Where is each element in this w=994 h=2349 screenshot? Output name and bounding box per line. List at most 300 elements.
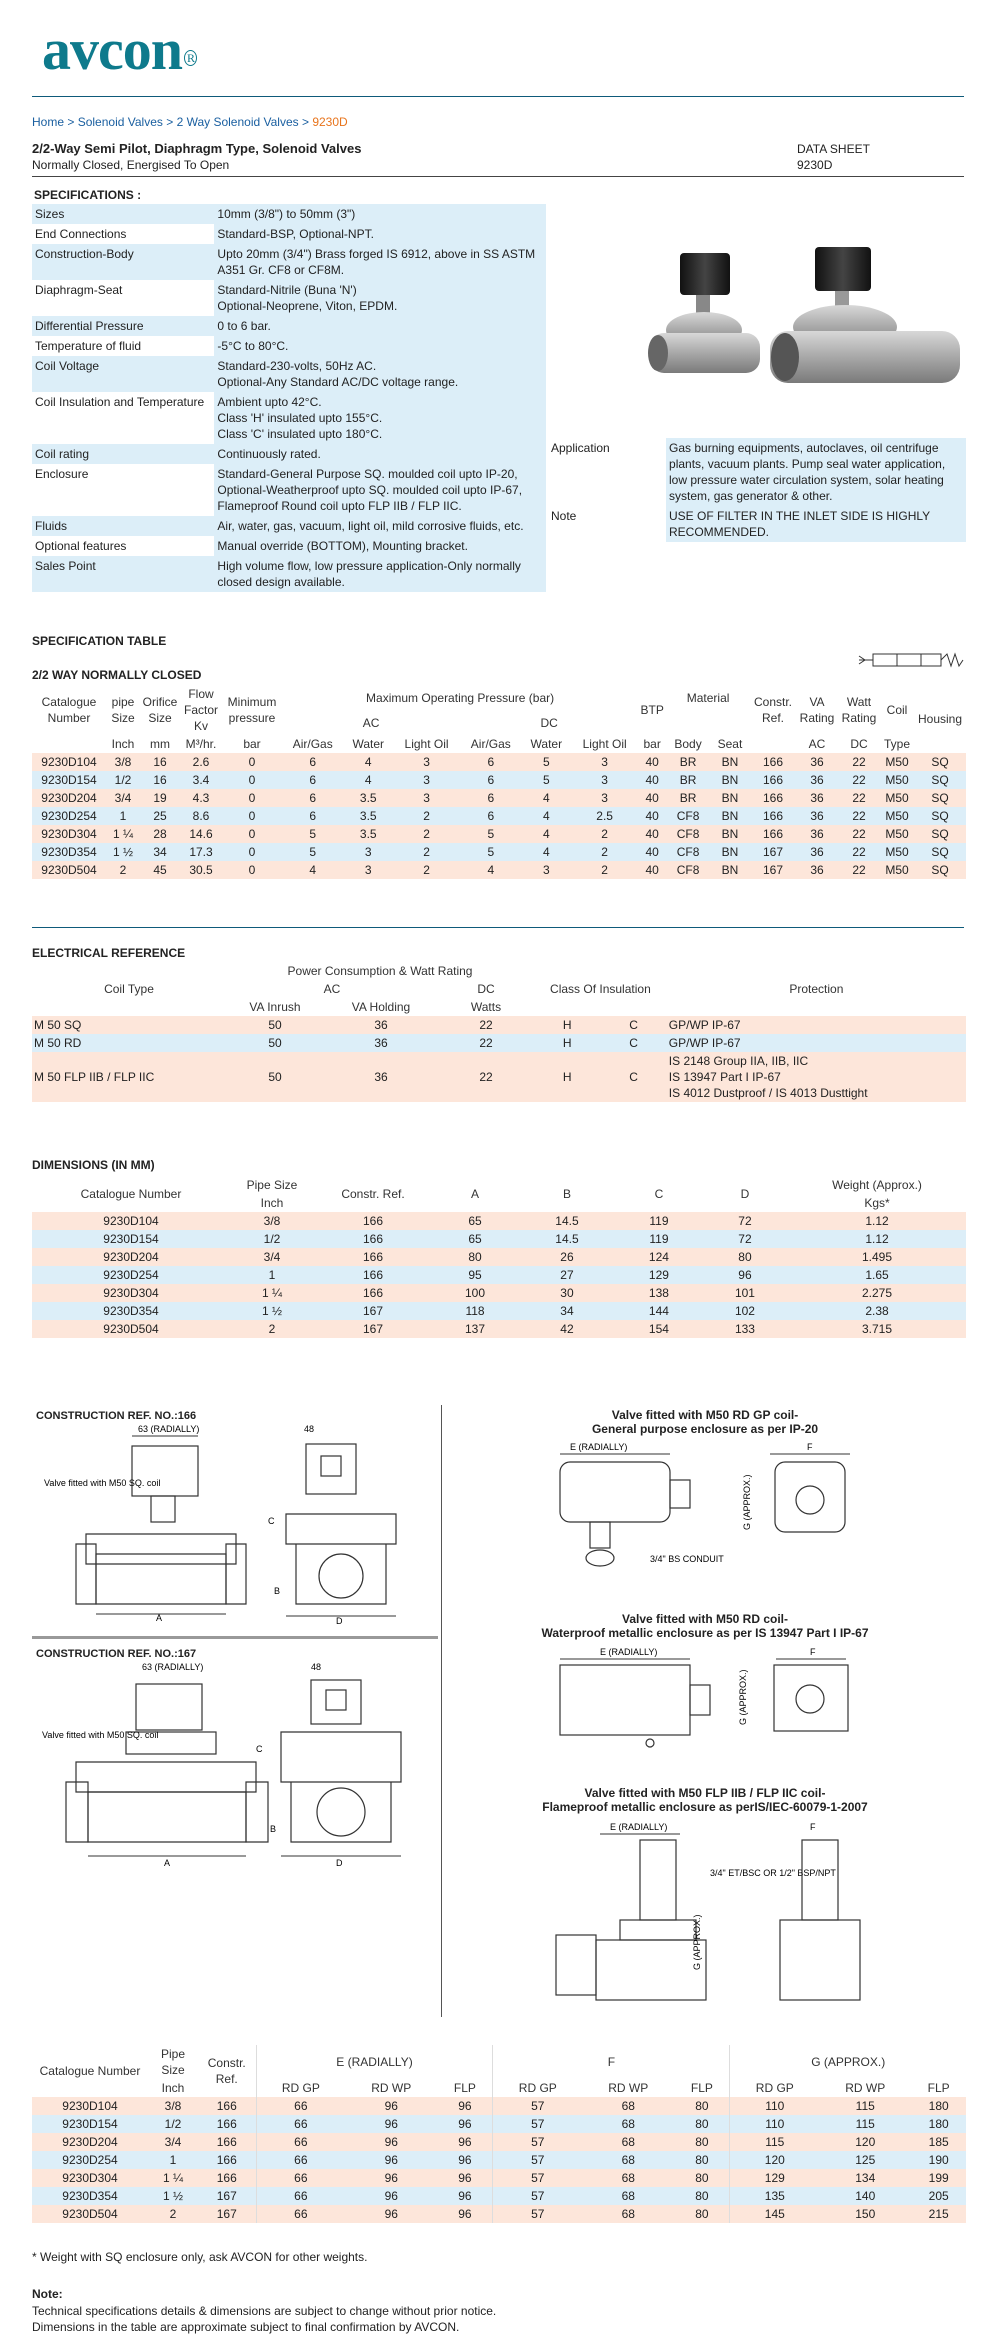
table-cell: 115 xyxy=(819,2097,911,2115)
table-cell: SQ xyxy=(914,771,966,789)
svg-text:G (APPROX.): G (APPROX.) xyxy=(692,1914,702,1970)
table-cell: 2 xyxy=(393,843,460,861)
table-cell: 96 xyxy=(702,1266,788,1284)
table-cell: 80 xyxy=(702,1248,788,1266)
table-cell: 36 xyxy=(796,807,838,825)
table-cell: 166 xyxy=(750,753,796,771)
spec-key: Coil Insulation and Temperature xyxy=(32,392,214,444)
breadcrumb-solenoid-valves[interactable]: Solenoid Valves xyxy=(77,115,163,129)
table-cell: 96 xyxy=(345,2187,437,2205)
table-cell: H xyxy=(534,1016,600,1034)
table-cell: 22 xyxy=(838,789,880,807)
spec-value: Ambient upto 42°C. Class 'H' insulated upto 155°C. Class 'C' insulated upto 180°C. xyxy=(214,392,546,444)
table-cell: 110 xyxy=(730,2115,819,2133)
table-cell: SQ xyxy=(914,753,966,771)
spec-key: Coil Voltage xyxy=(32,356,214,392)
table-cell: 2 xyxy=(571,825,638,843)
gp-coil-caption: Valve fitted with M50 RD GP coil- General purpose enclosure as per IP-20 xyxy=(591,1408,819,1436)
spec-value: Upto 20mm (3/4") Brass forged IS 6912, above in SS ASTM A351 Gr. CF8 or CF8M. xyxy=(214,244,546,280)
table-cell: 68 xyxy=(582,2151,674,2169)
table-cell: 115 xyxy=(730,2133,819,2151)
spec-key: Sales Point xyxy=(32,556,214,592)
svg-text:A: A xyxy=(156,1613,163,1623)
table-cell: 3/8 xyxy=(106,753,140,771)
table-cell: 135 xyxy=(730,2187,819,2205)
table-cell: 138 xyxy=(616,1284,702,1302)
table-row xyxy=(32,1016,966,1034)
drawing-166 xyxy=(36,1424,436,1624)
table-cell: 180 xyxy=(911,2097,966,2115)
specification-table: Catalogue Number pipe Size Orifice Size Flow Factor Kv Minimum pressure Maximum Operating Pressure (bar) BTP Material Constr. Ref. VA Rating Watt Rating Coil Housing AC DC Inch mm M³/hr. bar Air/Gas Water Light Oil Air/Gas Water Light Oil bar Body Seat AC DC Type 9230D104 3/8 16 2.6 0 6 4 3 6 5 3 40 BR BN 166 36 22 M50 SQ 9230D154 1/2 16 3.4 0 6 4 3 6 5 3 40 BR BN 166 36 22 M50 SQ 9230D204 3/4 19 4.3 0 6 3.5 3 6 4 3 40 BR BN 166 36 22 M50 SQ 9230D254 1 25 8.6 0 6 3.5 2 6 4 2.5 40 CF8 BN 166 36 22 M50 SQ 9230D304 1 ¼ 28 14.6 0 5 3.5 2 5 4 2 40 CF8 BN 166 36 22 M50 SQ 9230D354 1 ½ 34 17.3 0 5 3 2 5 4 2 40 CF8 BN 167 36 22 M50 SQ 9230D504 2 45 30.5 0 4 3 2 4 3 2 40 CF8 BN 167 36 22 M50 SQ xyxy=(32,685,966,879)
table-cell: SQ xyxy=(914,843,966,861)
svg-text:G (APPROX.): G (APPROX.) xyxy=(742,1474,752,1530)
table-cell: C xyxy=(600,1052,666,1102)
table-cell: 9230D154 xyxy=(32,1230,230,1248)
table-cell: 96 xyxy=(345,2097,437,2115)
table-cell: 166 xyxy=(314,1266,432,1284)
svg-text:C: C xyxy=(268,1516,275,1526)
specifications-table xyxy=(32,204,546,592)
table-cell: 80 xyxy=(674,2151,730,2169)
table-cell: M50 xyxy=(880,825,914,843)
weight-note: * Weight with SQ enclosure only, ask AVCON for other weights. xyxy=(32,2250,368,2264)
table-cell: 1 ¼ xyxy=(148,2169,198,2187)
table-cell: 154 xyxy=(616,1320,702,1338)
note-line-1: Technical specifications details & dimensions are subject to change without prior notice. xyxy=(32,2304,497,2318)
table-cell: 9230D504 xyxy=(32,2205,148,2223)
table-cell: M 50 RD xyxy=(32,1034,226,1052)
table-cell: 0 xyxy=(222,843,282,861)
table-cell: 9230D104 xyxy=(32,753,106,771)
table-cell: 145 xyxy=(730,2205,819,2223)
table-cell: 2 xyxy=(230,1320,314,1338)
table-cell: 96 xyxy=(437,2133,493,2151)
table-cell: 110 xyxy=(730,2097,819,2115)
table-cell: 1.12 xyxy=(788,1230,966,1248)
table-cell: 6 xyxy=(460,789,521,807)
breadcrumb-2-way[interactable]: 2 Way Solenoid Valves xyxy=(176,115,299,129)
table-cell: 96 xyxy=(437,2097,493,2115)
table-cell: 36 xyxy=(796,825,838,843)
table-cell: BN xyxy=(710,753,750,771)
table-row xyxy=(32,789,966,807)
table-cell: SQ xyxy=(914,807,966,825)
table-row xyxy=(32,825,966,843)
table-cell: 6 xyxy=(282,789,343,807)
table-row xyxy=(32,2187,966,2205)
table-cell: 166 xyxy=(198,2169,256,2187)
table-cell: 22 xyxy=(838,753,880,771)
table-cell: 3 xyxy=(393,789,460,807)
spec-value: Standard-Nitrile (Buna 'N') Optional-Neoprene, Viton, EPDM. xyxy=(214,280,546,316)
table-cell: BN xyxy=(710,843,750,861)
table-cell: 5 xyxy=(460,825,521,843)
table-cell: 167 xyxy=(750,861,796,879)
table-cell: 166 xyxy=(198,2115,256,2133)
table-cell: 1 xyxy=(148,2151,198,2169)
table-cell: C xyxy=(600,1034,666,1052)
table-cell: 129 xyxy=(730,2169,819,2187)
table-cell: 30 xyxy=(518,1284,616,1302)
table-row xyxy=(32,1284,966,1302)
table-cell: GP/WP IP-67 xyxy=(667,1016,966,1034)
table-cell: 96 xyxy=(345,2115,437,2133)
spec-row xyxy=(32,224,546,244)
table-cell: H xyxy=(534,1034,600,1052)
svg-text:D: D xyxy=(336,1858,343,1868)
table-cell: 40 xyxy=(638,753,666,771)
table-cell: 96 xyxy=(437,2115,493,2133)
avcon-logo[interactable]: avcon $^R$ xyxy=(42,20,197,80)
table-cell: 45 xyxy=(140,861,180,879)
table-cell: 9230D154 xyxy=(32,2115,148,2133)
table-cell: 0 xyxy=(222,771,282,789)
table-cell: 19 xyxy=(140,789,180,807)
table-row xyxy=(32,2115,966,2133)
table-cell: 133 xyxy=(702,1320,788,1338)
table-row xyxy=(32,1212,966,1230)
application-row xyxy=(548,506,966,542)
table-cell: H xyxy=(534,1052,600,1102)
table-cell: 1.12 xyxy=(788,1212,966,1230)
table-cell: 40 xyxy=(638,771,666,789)
spec-row xyxy=(32,464,546,516)
table-row xyxy=(32,753,966,771)
table-cell: 5 xyxy=(282,843,343,861)
table-cell: 166 xyxy=(314,1212,432,1230)
svg-text:Valve fitted with M50 SQ. coil: Valve fitted with M50 SQ. coil xyxy=(44,1478,161,1488)
svg-text:B: B xyxy=(270,1824,277,1834)
valve-product-image xyxy=(640,245,970,395)
table-cell: 9230D154 xyxy=(32,771,106,789)
title-divider xyxy=(32,176,964,177)
table-cell: 96 xyxy=(345,2151,437,2169)
flp-coil-caption: Valve fitted with M50 FLP IIB / FLP IIC coil- Flameproof metallic enclosure as perIS/IEC-60079-1-2007 xyxy=(542,1786,868,1814)
table-cell: 5 xyxy=(522,771,572,789)
table-row xyxy=(32,1320,966,1338)
table-cell: 5 xyxy=(460,843,521,861)
table-cell: 14.5 xyxy=(518,1212,616,1230)
table-cell: 40 xyxy=(638,789,666,807)
table-cell: 144 xyxy=(616,1302,702,1320)
construction-166-label: CONSTRUCTION REF. NO.:166 xyxy=(36,1410,197,1422)
spec-row xyxy=(32,536,546,556)
specs-title: SPECIFICATIONS : xyxy=(34,188,142,202)
table-cell: 166 xyxy=(314,1248,432,1266)
drawing-hdivider xyxy=(32,1636,438,1639)
breadcrumb-home[interactable]: Home xyxy=(32,115,65,129)
table-cell: 0 xyxy=(222,753,282,771)
table-cell: 22 xyxy=(438,1034,534,1052)
spec-row xyxy=(32,392,546,444)
table-cell: 80 xyxy=(674,2205,730,2223)
table-cell: GP/WP IP-67 xyxy=(667,1034,966,1052)
table-cell: 9230D304 xyxy=(32,1284,230,1302)
table-cell: M50 xyxy=(880,771,914,789)
table-cell: 101 xyxy=(702,1284,788,1302)
svg-text:E (RADIALLY): E (RADIALLY) xyxy=(570,1442,628,1452)
table-cell: 22 xyxy=(438,1016,534,1034)
table-cell: 6 xyxy=(460,807,521,825)
table-cell: 95 xyxy=(432,1266,518,1284)
svg-text:E (RADIALLY): E (RADIALLY) xyxy=(610,1822,668,1832)
table-cell: 9230D354 xyxy=(32,843,106,861)
table-cell: 68 xyxy=(582,2115,674,2133)
table-cell: 9230D204 xyxy=(32,789,106,807)
table-cell: 3.5 xyxy=(343,789,393,807)
table-cell: 134 xyxy=(819,2169,911,2187)
spec-value: 0 to 6 bar. xyxy=(214,316,546,336)
table-cell: 65 xyxy=(432,1230,518,1248)
application-key: Note xyxy=(548,506,666,542)
table-cell: 68 xyxy=(582,2205,674,2223)
application-value: USE OF FILTER IN THE INLET SIDE IS HIGHLY RECOMMENDED. xyxy=(666,506,966,542)
note-title: Note: xyxy=(32,2287,63,2301)
table-cell: 3 xyxy=(571,771,638,789)
table-cell: 9230D504 xyxy=(32,1320,230,1338)
spec-key: Construction-Body xyxy=(32,244,214,280)
table-cell: 1.495 xyxy=(788,1248,966,1266)
table-cell: 215 xyxy=(911,2205,966,2223)
valve-symbol-icon xyxy=(855,650,967,670)
svg-text:D: D xyxy=(336,1616,343,1624)
table-cell: 6 xyxy=(460,771,521,789)
table-cell: 2 xyxy=(571,861,638,879)
table-cell: 118 xyxy=(432,1302,518,1320)
table-cell: 80 xyxy=(674,2169,730,2187)
table-cell: 0 xyxy=(222,807,282,825)
table-cell: 57 xyxy=(493,2187,582,2205)
drawing-divider xyxy=(441,1405,442,2017)
table-cell: 120 xyxy=(819,2133,911,2151)
table-cell: 205 xyxy=(911,2187,966,2205)
spec-row xyxy=(32,204,546,224)
table-cell: 36 xyxy=(796,753,838,771)
table-cell: 167 xyxy=(198,2205,256,2223)
spec-key: Temperature of fluid xyxy=(32,336,214,356)
rd-coil-caption: Valve fitted with M50 RD coil- Waterproof metallic enclosure as per IS 13947 Part I IP-67 xyxy=(541,1612,869,1640)
table-cell: 1/2 xyxy=(230,1230,314,1248)
application-value: Gas burning equipments, autoclaves, oil centrifuge plants, vacuum plants. Pump seal water application, low pressure water circulation system, solar heating system, gas generator & other. xyxy=(666,438,966,506)
table-cell: 50 xyxy=(226,1052,324,1102)
spec-row xyxy=(32,316,546,336)
table-cell: 66 xyxy=(256,2097,345,2115)
table-cell: 40 xyxy=(638,843,666,861)
table-cell: 1 ½ xyxy=(230,1302,314,1320)
table-cell: 100 xyxy=(432,1284,518,1302)
table-cell: 66 xyxy=(256,2115,345,2133)
table-cell: 9230D304 xyxy=(32,2169,148,2187)
table-cell: 2 xyxy=(148,2205,198,2223)
enclosure-dimensions-table: Catalogue Number Pipe Size Constr. Ref. E (RADIALLY) F G (APPROX.) Inch RD GP RD WP FLP RD GP RD WP FLP RD GP RD WP FLP 9230D104 3/8 166 66 96 96 57 68 80 110 115 180 9230D154 1/2 166 66 96 96 57 68 80 110 115 180 9230D204 3/4 166 66 96 96 57 68 80 115 120 185 9230D254 1 166 66 96 96 57 68 80 120 125 190 9230D304 1 ¼ 166 66 96 96 57 68 80 129 134 199 9230D354 1 ½ 167 66 96 96 57 68 80 135 140 205 9230D504 2 167 66 96 96 57 68 80 145 150 215 xyxy=(32,2045,966,2223)
table-cell: 129 xyxy=(616,1266,702,1284)
table-cell: 4 xyxy=(282,861,343,879)
table-cell: 150 xyxy=(819,2205,911,2223)
table-row xyxy=(32,771,966,789)
table-cell: 96 xyxy=(437,2169,493,2187)
svg-text:3/4" BS CONDUIT: 3/4" BS CONDUIT xyxy=(650,1554,724,1564)
section-divider xyxy=(32,927,964,928)
table-row xyxy=(32,843,966,861)
table-cell: 5 xyxy=(282,825,343,843)
svg-text:Valve fitted with M50 SQ. coil: Valve fitted with M50 SQ. coil xyxy=(42,1730,159,1740)
table-cell: CF8 xyxy=(666,825,710,843)
spec-value: -5°C to 80°C. xyxy=(214,336,546,356)
spec-value: Standard-General Purpose SQ. moulded coil upto IP-20, Optional-Weatherproof upto SQ. moulded coil upto IP-67, Flameproof Round coil upto FLP IIB / FLP IIC. xyxy=(214,464,546,516)
page-title: 2/2-Way Semi Pilot, Diaphragm Type, Solenoid Valves xyxy=(32,141,362,156)
table-cell: 6 xyxy=(460,753,521,771)
table-cell: 9230D204 xyxy=(32,2133,148,2151)
table-row xyxy=(32,1230,966,1248)
table-cell: 167 xyxy=(314,1302,432,1320)
breadcrumb: Home > Solenoid Valves > 2 Way Solenoid Valves > 9230D xyxy=(32,115,348,129)
table-cell: 3.4 xyxy=(180,771,222,789)
table-cell: BR xyxy=(666,753,710,771)
table-cell: 1 ¼ xyxy=(230,1284,314,1302)
table-cell: 124 xyxy=(616,1248,702,1266)
table-cell: 4 xyxy=(343,753,393,771)
table-row xyxy=(32,1266,966,1284)
table-cell: 36 xyxy=(324,1016,438,1034)
spec-row xyxy=(32,444,546,464)
table-cell: 137 xyxy=(432,1320,518,1338)
table-cell: 2.5 xyxy=(571,807,638,825)
svg-text:F: F xyxy=(810,1647,816,1657)
spec-key: Sizes xyxy=(32,204,214,224)
table-cell: M50 xyxy=(880,753,914,771)
table-cell: 166 xyxy=(198,2097,256,2115)
table-cell: 80 xyxy=(674,2097,730,2115)
table-cell: 66 xyxy=(256,2205,345,2223)
table-cell: 57 xyxy=(493,2151,582,2169)
table-cell: 166 xyxy=(314,1284,432,1302)
table-cell: 9230D104 xyxy=(32,1212,230,1230)
table-cell: M50 xyxy=(880,861,914,879)
table-cell: 36 xyxy=(796,771,838,789)
page-subtitle: Normally Closed, Energised To Open xyxy=(32,158,230,172)
datasheet-label: DATA SHEET 9230D xyxy=(797,142,870,172)
table-cell: 57 xyxy=(493,2133,582,2151)
table-cell: CF8 xyxy=(666,861,710,879)
table-row xyxy=(32,2205,966,2223)
table-cell: 22 xyxy=(838,771,880,789)
table-cell: 3/8 xyxy=(230,1212,314,1230)
table-row xyxy=(32,2169,966,2187)
table-cell: 4 xyxy=(343,771,393,789)
table-cell: 66 xyxy=(256,2187,345,2205)
table-cell: 72 xyxy=(702,1230,788,1248)
table-cell: 9230D504 xyxy=(32,861,106,879)
table-cell: BN xyxy=(710,771,750,789)
table-cell: 9230D254 xyxy=(32,807,106,825)
note-line-2: Dimensions in the table are approximate subject to final confirmation by AVCON. xyxy=(32,2320,460,2334)
table-cell: 1/2 xyxy=(148,2115,198,2133)
table-cell: 2.6 xyxy=(180,753,222,771)
table-cell: 50 xyxy=(226,1034,324,1052)
table-cell: 4 xyxy=(522,843,572,861)
spec-row xyxy=(32,516,546,536)
spec-value: Standard-230-volts, 50Hz AC. Optional-Any Standard AC/DC voltage range. xyxy=(214,356,546,392)
table-cell: 72 xyxy=(702,1212,788,1230)
table-cell: 102 xyxy=(702,1302,788,1320)
svg-text:G (APPROX.): G (APPROX.) xyxy=(738,1669,748,1725)
table-cell: 2 xyxy=(393,825,460,843)
table-cell: 2 xyxy=(393,807,460,825)
svg-text:48: 48 xyxy=(304,1424,315,1434)
table-cell: 1 ½ xyxy=(148,2187,198,2205)
table-cell: 0 xyxy=(222,825,282,843)
table-cell: 26 xyxy=(518,1248,616,1266)
table-cell: 2.38 xyxy=(788,1302,966,1320)
table-cell: 4.3 xyxy=(180,789,222,807)
svg-text:63 (RADIALLY): 63 (RADIALLY) xyxy=(138,1424,200,1434)
table-cell: 36 xyxy=(796,843,838,861)
spec-row xyxy=(32,556,546,592)
table-cell: 36 xyxy=(796,789,838,807)
table-cell: 1 ¼ xyxy=(106,825,140,843)
table-cell: 40 xyxy=(638,807,666,825)
table-cell: 42 xyxy=(518,1320,616,1338)
table-cell: 166 xyxy=(750,771,796,789)
construction-167-label: CONSTRUCTION REF. NO.:167 xyxy=(36,1648,197,1660)
table-cell: 36 xyxy=(324,1034,438,1052)
table-cell: BN xyxy=(710,789,750,807)
table-cell: 167 xyxy=(750,843,796,861)
table-cell: 14.5 xyxy=(518,1230,616,1248)
table-row xyxy=(32,807,966,825)
flp-coil-drawing xyxy=(540,1820,960,2015)
table-cell: 3/4 xyxy=(230,1248,314,1266)
table-cell: CF8 xyxy=(666,843,710,861)
svg-text:F: F xyxy=(810,1822,816,1832)
table-cell: 1 xyxy=(106,807,140,825)
table-cell: 0 xyxy=(222,861,282,879)
table-cell: 119 xyxy=(616,1212,702,1230)
table-cell: 34 xyxy=(518,1302,616,1320)
table-cell: 166 xyxy=(198,2151,256,2169)
table-cell: BR xyxy=(666,771,710,789)
svg-text:48: 48 xyxy=(311,1662,322,1672)
table-cell: 4 xyxy=(522,807,572,825)
table-cell: 3 xyxy=(343,861,393,879)
spec-table-subtitle: 2/2 WAY NORMALLY CLOSED xyxy=(32,668,202,682)
table-cell: 57 xyxy=(493,2115,582,2133)
svg-text:63 (RADIALLY): 63 (RADIALLY) xyxy=(142,1662,204,1672)
spec-key: Coil rating xyxy=(32,444,214,464)
table-cell: 22 xyxy=(838,843,880,861)
table-cell: 28 xyxy=(140,825,180,843)
table-cell: 96 xyxy=(437,2205,493,2223)
spec-row xyxy=(32,244,546,280)
table-cell: 96 xyxy=(345,2133,437,2151)
table-cell: 22 xyxy=(838,825,880,843)
table-cell: 199 xyxy=(911,2169,966,2187)
table-cell: M50 xyxy=(880,807,914,825)
table-cell: 167 xyxy=(198,2187,256,2205)
gp-coil-drawing xyxy=(540,1440,960,1585)
table-cell: C xyxy=(600,1016,666,1034)
table-cell: SQ xyxy=(914,825,966,843)
table-cell: M 50 FLP IIB / FLP IIC xyxy=(32,1052,226,1102)
spec-value: Standard-BSP, Optional-NPT. xyxy=(214,224,546,244)
table-cell: 9230D354 xyxy=(32,2187,148,2205)
table-cell: 120 xyxy=(730,2151,819,2169)
table-cell: 68 xyxy=(582,2097,674,2115)
table-cell: 34 xyxy=(140,843,180,861)
table-cell: 1/2 xyxy=(106,771,140,789)
table-row xyxy=(32,2151,966,2169)
table-cell: 3 xyxy=(393,771,460,789)
